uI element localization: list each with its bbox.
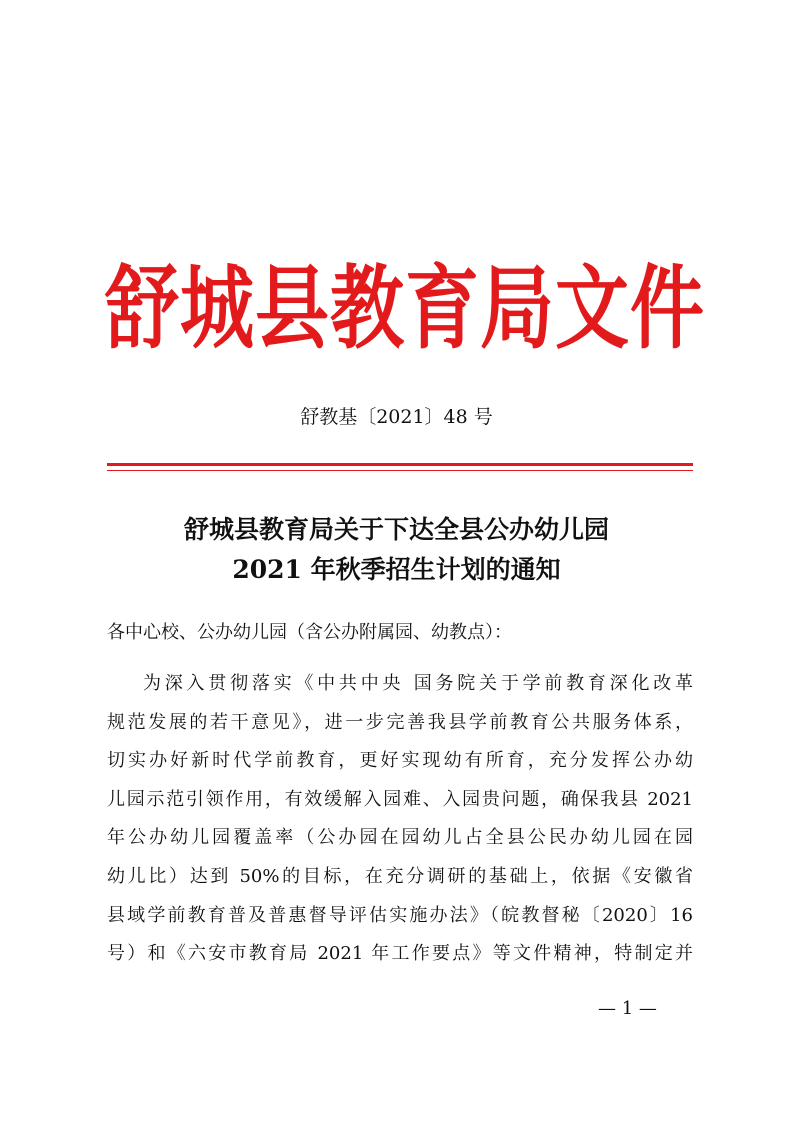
notice-title-line-1: 舒城县教育局关于下达全县公办幼儿园 <box>183 515 609 544</box>
page-number: — 1 — <box>598 998 657 1019</box>
body-line: 县域学前教育普及普惠督导评估实施办法》（皖教督秘〔2020〕16 <box>107 904 693 926</box>
salutation: 各中心校、公办幼儿园（含公办附属园、幼教点）： <box>107 622 512 643</box>
agency-header-title: 舒城县教育局文件 <box>105 256 705 362</box>
document-number: 舒教基〔2021〕48 号 <box>300 406 493 428</box>
body-line: 号）和《六安市教育局 2021 年工作要点》等文件精神，特制定并 <box>107 943 693 965</box>
body-text <box>107 665 693 974</box>
red-separator-line-thin <box>107 470 693 471</box>
body-line: 切实办好新时代学前教育，更好实现幼有所育，充分发挥公办幼 <box>107 750 693 772</box>
notice-title-line-2: 2021 年秋季招生计划的通知 <box>232 555 561 584</box>
red-separator-line <box>107 463 693 466</box>
body-line: 为深入贯彻落实《中共中央 国务院关于学前教育深化改革 <box>143 673 693 694</box>
body-line: 儿园示范引领作用，有效缓解入园难、入园贵问题，确保我县 2021 <box>107 788 693 810</box>
body-line: 规范发展的若干意见》，进一步完善我县学前教育公共服务体系， <box>107 711 693 733</box>
body-line: 年公办幼儿园覆盖率（公办园在园幼儿占全县公民办幼儿园在园 <box>107 827 693 849</box>
body-line: 幼儿比）达到 50%的目标，在充分调研的基础上，依据《安徽省 <box>107 865 693 887</box>
